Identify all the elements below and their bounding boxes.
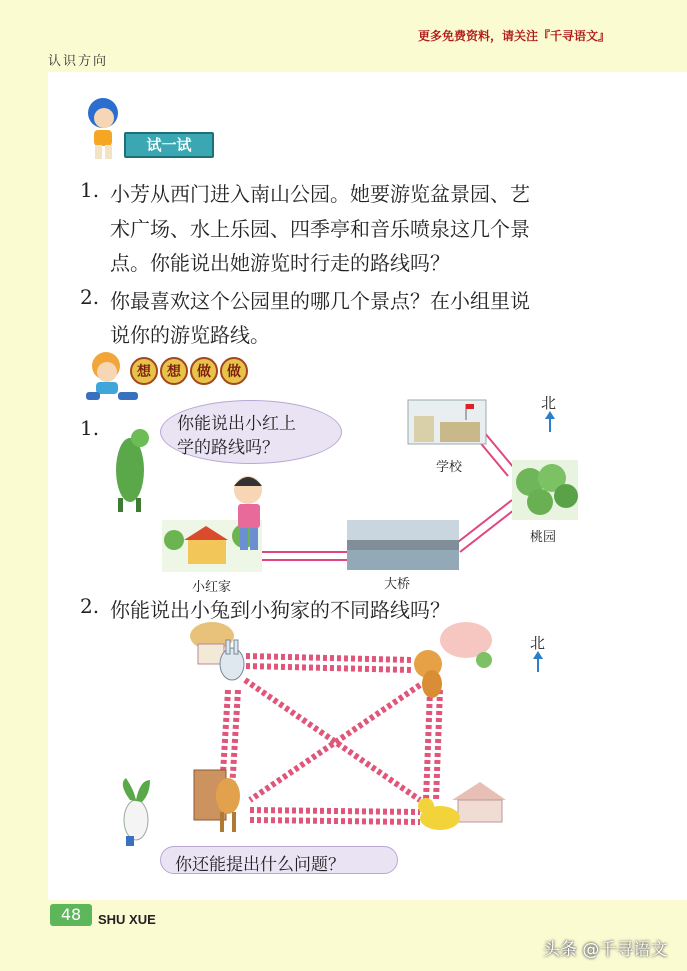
question-2-line-1: 你最喜欢这个公园里的哪几个景点？在小组里说 — [110, 289, 530, 313]
think-and-do-tag — [130, 357, 248, 385]
try-it-tag: 试一试 — [124, 132, 214, 158]
question-1-line-1: 小芳从西门进入南山公园。她要游览盆景园、艺 — [110, 182, 530, 206]
think-char: 做 — [220, 357, 248, 385]
page-number: 48 — [50, 904, 92, 926]
think-char: 想 — [160, 357, 188, 385]
think-char: 想 — [130, 357, 158, 385]
north-label-1: 北 — [541, 394, 557, 412]
think-char: 做 — [190, 357, 218, 385]
question-1-line-3: 点。你能说出她游览时行走的路线吗？ — [110, 251, 450, 275]
question-2-line-2: 说你的游览路线。 — [110, 323, 270, 347]
exercise-2-number: 2. — [80, 594, 100, 618]
watermark: 头条 @千寻语文 — [543, 940, 668, 960]
north-arrow-icon — [549, 418, 551, 432]
girl-mascot-icon — [88, 98, 118, 159]
question-1-number: 1. — [80, 178, 100, 202]
exercise-1-number: 1. — [80, 416, 100, 440]
speech-bubble-1 — [160, 400, 342, 464]
exercise-2-text: 你能说出小兔到小狗家的不同路线吗？ — [110, 598, 450, 622]
speech-bubble-1-line-2: 学的路线吗？ — [177, 438, 279, 458]
question-2-number: 2. — [80, 285, 100, 309]
subject-label: SHU XUE — [98, 912, 156, 927]
route-map-2 — [123, 622, 506, 846]
chapter-title: 认识方向 — [48, 54, 109, 69]
label-bridge: 大桥 — [384, 577, 411, 592]
north-label-2: 北 — [530, 634, 546, 652]
north-arrow-icon — [537, 658, 539, 672]
speech-bubble-1-line-1: 你能说出小红上 — [177, 414, 296, 434]
question-1-line-2: 术广场、水上乐园、四季亭和音乐喷泉这几个景 — [110, 217, 530, 241]
speech-bubble-2-text: 你还能提出什么问题？ — [175, 855, 345, 875]
label-home: 小红家 — [192, 580, 232, 595]
label-school: 学校 — [436, 460, 463, 475]
promo-text: 更多免费资料，请关注『千寻语文』 — [418, 29, 611, 43]
grasshopper-icon — [116, 429, 149, 512]
label-peach-garden: 桃园 — [530, 530, 557, 545]
speech-bubble-2 — [160, 846, 398, 874]
